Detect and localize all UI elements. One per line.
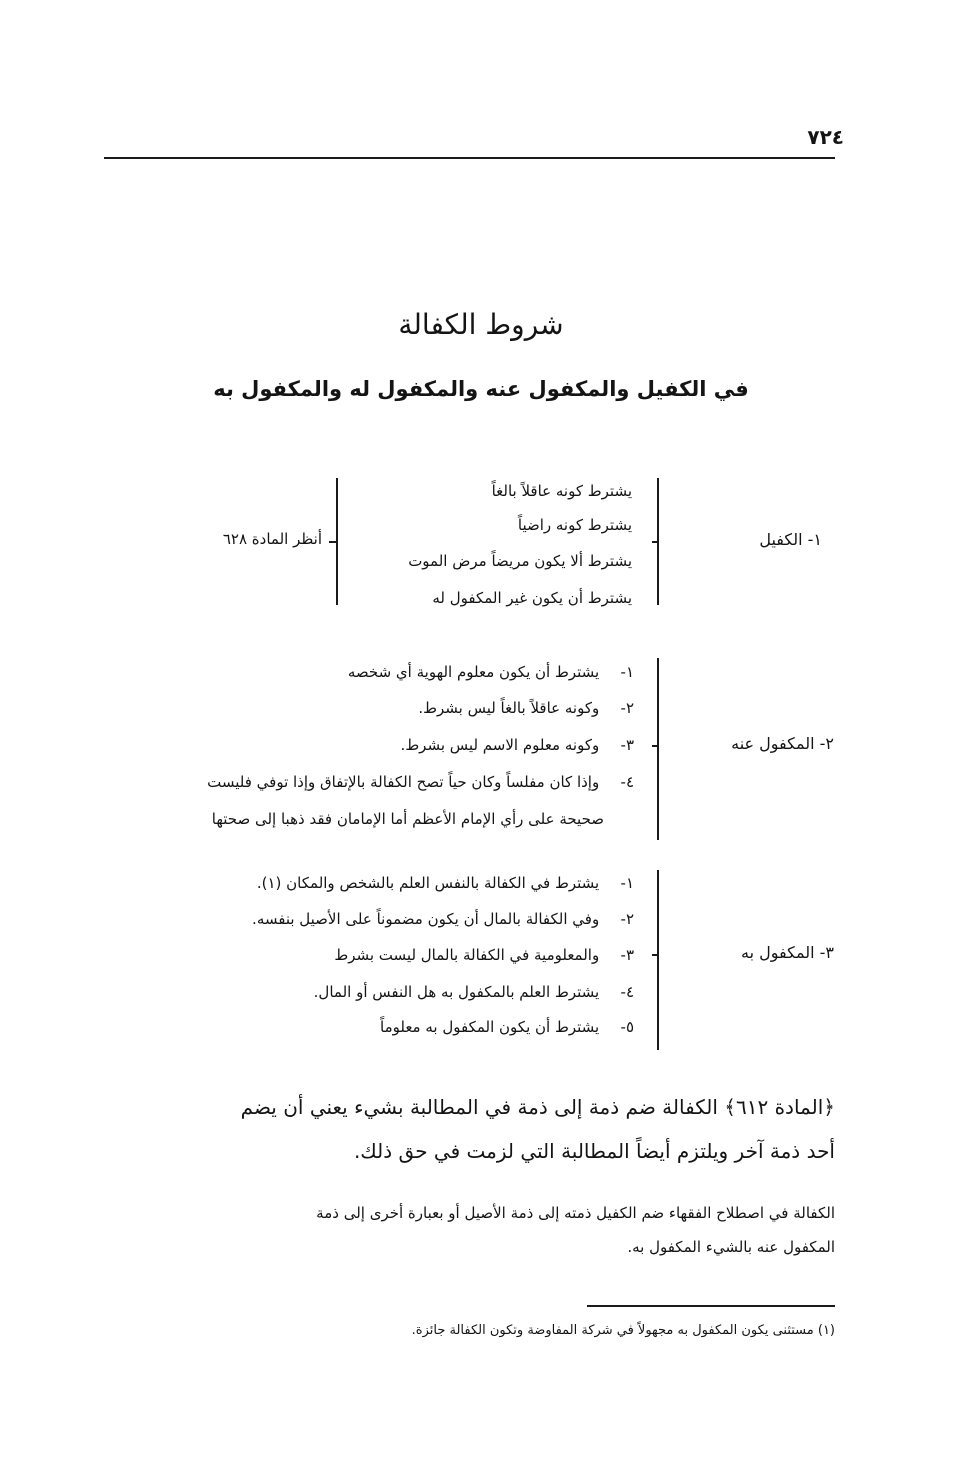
footnote: (١) مستثنى يكون المكفول به مجهولاً في شركة المفاوضة وتكون الكفالة جائزة. <box>411 1323 835 1338</box>
brace-tip <box>329 541 336 543</box>
condition-line: يشترط ألا يكون مريضاً مرض الموت <box>408 552 632 570</box>
condition-number: ٥- <box>620 1018 634 1036</box>
article-text <box>104 1085 835 1173</box>
brace-tip <box>652 745 659 747</box>
page-number: ٧٢٤ <box>807 125 844 149</box>
brace-right <box>651 870 659 1050</box>
condition-number: ٢- <box>620 910 634 928</box>
section-label: ٢- المكفول عنه <box>731 734 834 753</box>
condition-continuation: صحيحة على رأي الإمام الأعظم أما الإمامان فقد ذهبا إلى صحتها <box>211 810 604 828</box>
condition-text: يشترط أن يكون معلوم الهوية أي شخصه <box>347 663 600 681</box>
condition-line <box>207 773 634 791</box>
condition-number: ٣- <box>620 946 634 964</box>
condition-line <box>418 699 634 717</box>
condition-text: وإذا كان مفلساً وكان حياً تصح الكفالة بالإتفاق وإذا توفي فليست <box>207 773 600 791</box>
condition-number: ١- <box>620 874 634 892</box>
condition-line <box>401 736 634 754</box>
condition-line <box>380 1018 634 1036</box>
condition-number: ٤- <box>620 983 634 1001</box>
condition-line <box>257 874 634 892</box>
condition-text: والمعلومية في الكفالة بالمال ليست بشرط <box>334 946 600 964</box>
brace-left <box>336 478 344 605</box>
article-reference: أنظر المادة ٦٢٨ <box>222 530 322 548</box>
condition-line <box>314 983 634 1001</box>
article-line: ﴿المادة ٦١٢﴾ الكفالة ضم ذمة إلى ذمة في المطالبة بشيء يعني أن يضم <box>240 1095 835 1119</box>
condition-text: وكونه معلوم الاسم ليس بشرط. <box>400 736 600 754</box>
condition-text: وكونه عاقلاً بالغاً ليس بشرط. <box>418 699 600 717</box>
condition-line <box>334 946 634 964</box>
condition-line <box>252 910 634 928</box>
condition-text: يشترط أن يكون المكفول به معلوماً <box>380 1018 600 1036</box>
brace-right <box>651 658 659 840</box>
condition-line: يشترط أن يكون غير المكفول له <box>432 589 632 607</box>
condition-number: ٢- <box>620 699 634 717</box>
condition-text: يشترط العلم بالمكفول به هل النفس أو المال. <box>313 983 600 1001</box>
commentary-text <box>104 1196 835 1264</box>
brace-tip <box>652 954 659 956</box>
condition-line <box>348 663 634 681</box>
footnote-rule <box>587 1305 835 1307</box>
condition-number: ٣- <box>620 736 634 754</box>
page-subtitle: في الكفيل والمكفول عنه والمكفول له والمكفول به <box>213 377 749 401</box>
condition-number: ١- <box>620 663 634 681</box>
header-rule <box>104 157 835 159</box>
commentary-line: المكفول عنه بالشيء المكفول به. <box>627 1238 835 1256</box>
condition-number: ٤- <box>620 773 634 791</box>
page-title: شروط الكفالة <box>398 308 564 341</box>
condition-text: يشترط في الكفالة بالنفس العلم بالشخص والمكان (١). <box>256 874 600 892</box>
condition-line: يشترط كونه عاقلاً بالغاً <box>491 482 632 500</box>
section-label: ١- الكفيل <box>759 530 822 549</box>
brace-tip <box>652 541 659 543</box>
section-label: ٣- المكفول به <box>741 943 834 962</box>
condition-text: وفي الكفالة بالمال أن يكون مضموناً على الأصيل بنفسه. <box>252 910 600 928</box>
article-line: أحد ذمة آخر ويلتزم أيضاً المطالبة التي لزمت في حق ذلك. <box>353 1139 835 1163</box>
commentary-line: الكفالة في اصطلاح الفقهاء ضم الكفيل ذمته إلى ذمة الأصيل أو بعبارة أخرى إلى ذمة <box>316 1204 835 1222</box>
condition-line: يشترط كونه راضياً <box>517 516 632 534</box>
